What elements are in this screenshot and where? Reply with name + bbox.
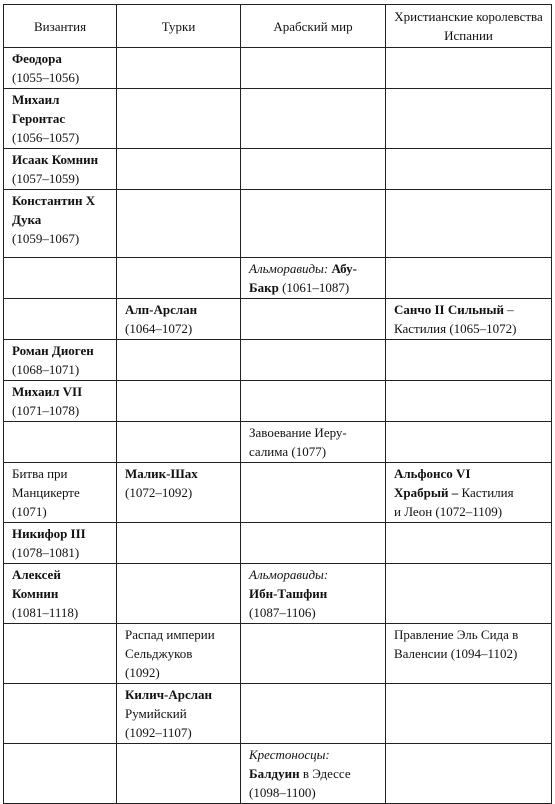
cell-byzantium: [4, 190, 117, 258]
cell-line: [12, 150, 108, 169]
cell-line: [12, 360, 108, 379]
cell-turks: [117, 190, 241, 258]
cell-turks: [117, 48, 241, 89]
cell-text: Абу-: [331, 261, 357, 276]
cell-line: [249, 259, 377, 278]
cell-text: (1092): [125, 665, 160, 680]
cell-text: Альморавиды:: [249, 261, 332, 276]
cell-arab-world: [241, 744, 386, 804]
cell-arab-world: [241, 684, 386, 744]
cell-line: [12, 109, 108, 128]
cell-text: Малик-Шах: [125, 466, 198, 481]
cell-christian-spain: [386, 381, 552, 422]
cell-turks: [117, 564, 241, 624]
cell-line: [12, 584, 108, 603]
cell-line: [394, 319, 543, 338]
cell-byzantium: [4, 258, 117, 299]
cell-text: (1068–1071): [12, 362, 80, 377]
cell-christian-spain: [386, 422, 552, 463]
cell-line: [249, 442, 377, 461]
cell-turks: [117, 381, 241, 422]
cell-text: (1057–1059): [12, 171, 80, 186]
cell-arab-world: [241, 149, 386, 190]
cell-text: Михаил VII: [12, 384, 83, 399]
cell-text: Геронтас: [12, 111, 66, 126]
cell-byzantium: [4, 684, 117, 744]
cell-text: Румийский: [125, 706, 187, 721]
cell-line: [394, 644, 543, 663]
cell-text: Никифор III: [12, 526, 86, 541]
cell-text: (1059–1067): [12, 231, 80, 246]
cell-arab-world: [241, 299, 386, 340]
table-row: [4, 422, 552, 463]
header-byzantium: Византия: [4, 5, 117, 48]
cell-line: [12, 210, 108, 229]
cell-christian-spain: [386, 48, 552, 89]
cell-text: Феодора: [12, 51, 62, 66]
cell-text: Дука: [12, 212, 42, 227]
cell-christian-spain: [386, 564, 552, 624]
cell-line: [125, 464, 232, 483]
cell-text: Сельджуков: [125, 646, 193, 661]
cell-line: [249, 278, 377, 297]
cell-arab-world: [241, 190, 386, 258]
table-row: [4, 564, 552, 624]
cell-byzantium: [4, 89, 117, 149]
cell-byzantium: [4, 523, 117, 564]
table-row: [4, 258, 552, 299]
cell-arab-world: [241, 624, 386, 684]
table-row: [4, 684, 552, 744]
cell-christian-spain: [386, 299, 552, 340]
cell-turks: [117, 299, 241, 340]
cell-line: [125, 644, 232, 663]
cell-line: [249, 783, 377, 802]
cell-line: [249, 745, 377, 764]
table-row: [4, 48, 552, 89]
cell-arab-world: [241, 340, 386, 381]
cell-line: [249, 565, 377, 584]
cell-text: (1081–1118): [12, 605, 79, 620]
cell-text: салима (1077): [249, 444, 327, 459]
cell-line: [12, 90, 108, 109]
cell-christian-spain: [386, 190, 552, 258]
cell-text: Альфонсо VI: [394, 466, 471, 481]
cell-text: Крестоносцы:: [249, 747, 330, 762]
cell-byzantium: [4, 624, 117, 684]
cell-text: (1071): [12, 504, 47, 519]
cell-line: [12, 502, 108, 521]
cell-line: [125, 483, 232, 502]
cell-text: в Эдессе: [299, 766, 351, 781]
cell-text: (1055–1056): [12, 70, 80, 85]
cell-line: [12, 543, 108, 562]
table-row: [4, 624, 552, 684]
cell-text: Распад империи: [125, 627, 215, 642]
cell-turks: [117, 258, 241, 299]
cell-byzantium: [4, 463, 117, 523]
table-row: [4, 190, 552, 258]
cell-christian-spain: [386, 340, 552, 381]
cell-text: Михаил: [12, 92, 60, 107]
cell-text: Константин X: [12, 193, 96, 208]
cell-text: (1056–1057): [12, 130, 80, 145]
cell-text: Исаак Комнин: [12, 152, 99, 167]
cell-text: Килич-Арслан: [125, 687, 213, 702]
cell-arab-world: [241, 422, 386, 463]
cell-line: [394, 483, 543, 502]
cell-line: [12, 382, 108, 401]
cell-text: и Леон (1072–1109): [394, 504, 503, 519]
table-row: [4, 89, 552, 149]
cell-turks: [117, 422, 241, 463]
cell-line: [12, 483, 108, 502]
cell-text: Роман Диоген: [12, 343, 94, 358]
cell-christian-spain: [386, 258, 552, 299]
cell-line: [394, 502, 543, 521]
cell-arab-world: [241, 463, 386, 523]
cell-turks: [117, 89, 241, 149]
cell-line: [12, 341, 108, 360]
cell-christian-spain: [386, 624, 552, 684]
cell-text: (1087–1106): [249, 605, 316, 620]
cell-line: [12, 524, 108, 543]
header-arab-world: Арабский мир: [241, 5, 386, 48]
cell-christian-spain: [386, 149, 552, 190]
cell-text: Манцикерте: [12, 485, 80, 500]
cell-text: Бакр: [249, 280, 279, 295]
cell-line: [12, 229, 108, 248]
cell-byzantium: [4, 422, 117, 463]
cell-turks: [117, 523, 241, 564]
table-row: [4, 340, 552, 381]
cell-text: Комнин: [12, 586, 59, 601]
cell-text: (1071–1078): [12, 403, 80, 418]
table-row: [4, 381, 552, 422]
cell-arab-world: [241, 89, 386, 149]
cell-line: [125, 685, 232, 704]
cell-line: [125, 300, 232, 319]
cell-byzantium: [4, 299, 117, 340]
cell-text: (1064–1072): [125, 321, 193, 336]
cell-text: Храбрый –: [394, 485, 459, 500]
cell-byzantium: [4, 564, 117, 624]
table-body: [4, 48, 552, 804]
cell-text: (1098–1100): [249, 785, 316, 800]
cell-arab-world: [241, 523, 386, 564]
cell-line: [249, 603, 377, 622]
cell-line: [125, 625, 232, 644]
cell-line: [249, 423, 377, 442]
cell-turks: [117, 744, 241, 804]
cell-line: [12, 464, 108, 483]
cell-line: [125, 663, 232, 682]
cell-text: –: [504, 302, 514, 317]
cell-line: [12, 49, 108, 68]
cell-arab-world: [241, 48, 386, 89]
cell-text: Балдуин: [249, 766, 300, 781]
cell-christian-spain: [386, 744, 552, 804]
cell-byzantium: [4, 48, 117, 89]
cell-text: Валенсии (1094–1102): [394, 646, 518, 661]
table-row: [4, 744, 552, 804]
cell-turks: [117, 624, 241, 684]
cell-text: (1078–1081): [12, 545, 80, 560]
cell-line: [394, 625, 543, 644]
table-row: [4, 149, 552, 190]
cell-christian-spain: [386, 684, 552, 744]
history-table: [3, 4, 552, 804]
cell-line: [12, 68, 108, 87]
cell-text: Кастилия: [458, 485, 514, 500]
cell-christian-spain: [386, 523, 552, 564]
cell-byzantium: [4, 381, 117, 422]
cell-turks: [117, 684, 241, 744]
cell-line: [394, 300, 543, 319]
cell-line: [125, 319, 232, 338]
cell-christian-spain: [386, 89, 552, 149]
table-row: [4, 299, 552, 340]
cell-arab-world: [241, 381, 386, 422]
cell-byzantium: [4, 340, 117, 381]
cell-text: Алексей: [12, 567, 61, 582]
cell-turks: [117, 149, 241, 190]
cell-line: [12, 401, 108, 420]
cell-byzantium: [4, 149, 117, 190]
cell-text: Санчо II Сильный: [394, 302, 505, 317]
cell-arab-world: [241, 564, 386, 624]
cell-text: Правление Эль Сида в: [394, 627, 519, 642]
cell-text: Альморавиды:: [249, 567, 329, 582]
table-row: [4, 523, 552, 564]
cell-line: [249, 764, 377, 783]
cell-line: [12, 565, 108, 584]
cell-christian-spain: [386, 463, 552, 523]
cell-line: [12, 128, 108, 147]
header-row: [4, 5, 552, 48]
cell-turks: [117, 463, 241, 523]
cell-line: [249, 584, 377, 603]
header-turks: Турки: [117, 5, 241, 48]
cell-text: Кастилия (1065–1072): [394, 321, 517, 336]
cell-text: (1072–1092): [125, 485, 193, 500]
cell-text: (1061–1087): [278, 280, 350, 295]
table-row: [4, 463, 552, 523]
cell-byzantium: [4, 744, 117, 804]
cell-arab-world: [241, 258, 386, 299]
cell-turks: [117, 340, 241, 381]
cell-line: [394, 464, 543, 483]
cell-text: (1092–1107): [125, 725, 192, 740]
cell-text: Алп-Арслан: [125, 302, 198, 317]
cell-line: [125, 704, 232, 723]
header-christian-spain: Христианские королевства Испании: [386, 5, 552, 48]
cell-text: Ибн-Ташфин: [249, 586, 328, 601]
cell-text: Завоевание Иеру-: [249, 425, 347, 440]
cell-line: [125, 723, 232, 742]
cell-line: [12, 603, 108, 622]
cell-line: [12, 191, 108, 210]
cell-text: Битва при: [12, 466, 68, 481]
cell-line: [12, 169, 108, 188]
